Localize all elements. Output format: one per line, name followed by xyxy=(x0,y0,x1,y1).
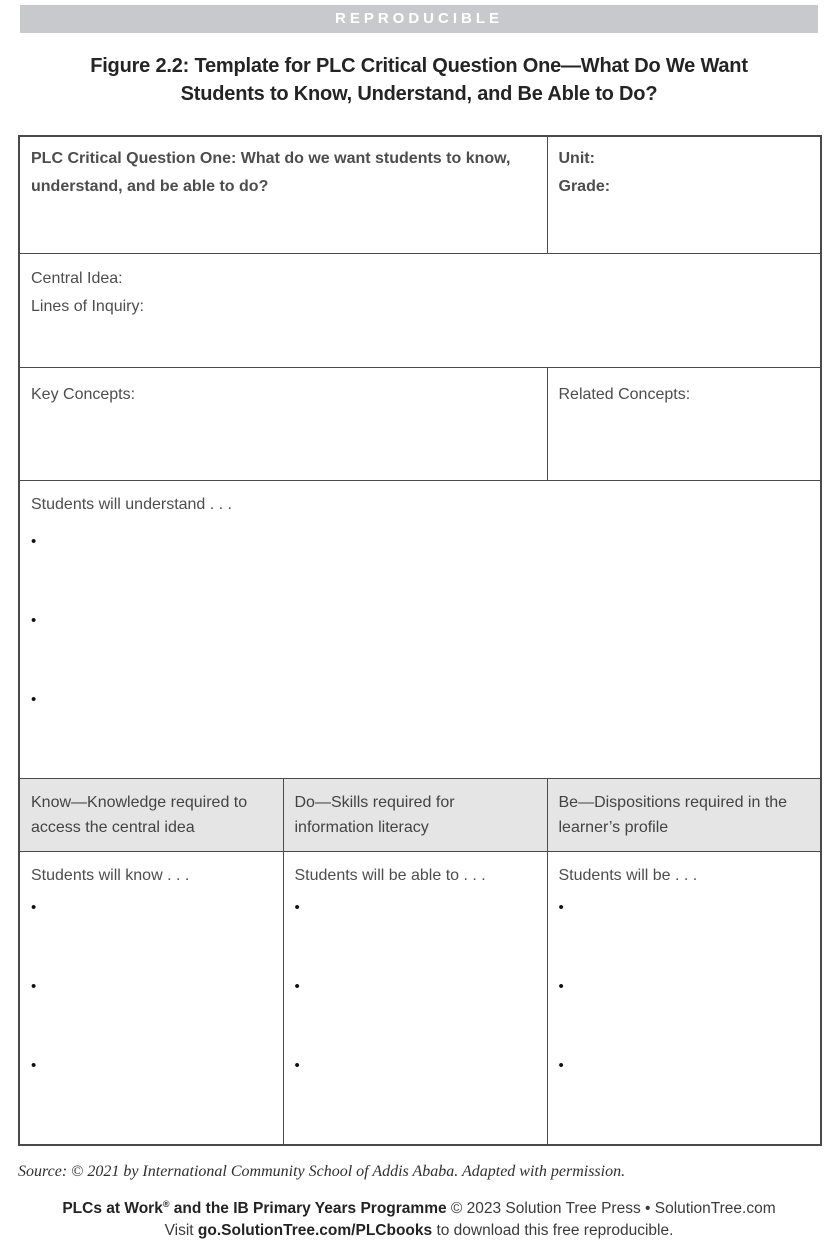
book-title-continued: and the IB Primary Years Programme xyxy=(169,1199,447,1217)
bullet-point: • xyxy=(31,1056,37,1074)
understand-cell xyxy=(19,480,821,778)
reproducible-banner: REPRODUCIBLE xyxy=(20,5,818,33)
be-header: Be—Dispositions required in the learner’s profile xyxy=(558,793,788,836)
bullet-point: • xyxy=(294,1056,300,1074)
plc-question-text: PLC Critical Question One: What do we want students to know, understand, and be able to do? xyxy=(31,150,511,195)
do-heading: Students will be able to . . . xyxy=(294,866,486,884)
bullet-point: • xyxy=(558,1056,564,1074)
source-attribution: Source: © 2021 by International Community School of Addis Ababa. Adapted with permission. xyxy=(18,1162,626,1180)
know-header: Know—Knowledge required to access the central idea xyxy=(31,793,248,836)
lines-of-inquiry-label: Lines of Inquiry: xyxy=(31,297,144,315)
plc-question-cell xyxy=(19,136,547,253)
row-concepts xyxy=(19,367,821,480)
be-heading: Students will be . . . xyxy=(558,866,698,884)
bullet-point: • xyxy=(294,977,300,995)
footer-line-1 xyxy=(0,1198,838,1220)
page-footer xyxy=(0,1198,838,1242)
know-header-cell xyxy=(19,778,283,851)
grade-label: Grade: xyxy=(558,178,611,195)
related-concepts-label: Related Concepts: xyxy=(558,385,691,403)
understand-heading: Students will understand . . . xyxy=(31,495,232,513)
do-header: Do—Skills required for information literacy xyxy=(294,793,455,836)
row-column-headers xyxy=(19,778,821,851)
download-text: to download this free reproducible. xyxy=(432,1221,674,1239)
copyright-text: © 2023 Solution Tree Press • xyxy=(446,1199,655,1217)
row-question-unit xyxy=(19,136,821,253)
visit-text: Visit xyxy=(164,1221,198,1239)
bullet-point: • xyxy=(31,690,37,708)
central-idea-label: Central Idea: xyxy=(31,269,123,287)
bullet-point: • xyxy=(31,532,37,550)
do-cell xyxy=(283,851,547,1145)
row-know-do-be xyxy=(19,851,821,1145)
row-central-idea xyxy=(19,253,821,367)
key-concepts-cell xyxy=(19,367,547,480)
key-concepts-label: Key Concepts: xyxy=(31,385,136,403)
bullet-point: • xyxy=(558,898,564,916)
be-cell xyxy=(547,851,821,1145)
be-header-cell xyxy=(547,778,821,851)
unit-grade-cell xyxy=(547,136,821,253)
know-cell xyxy=(19,851,283,1145)
central-idea-cell xyxy=(19,253,821,367)
bullet-point: • xyxy=(31,611,37,629)
solutiontree-site-link[interactable]: SolutionTree.com xyxy=(654,1199,776,1217)
know-heading: Students will know . . . xyxy=(31,866,190,884)
related-concepts-cell xyxy=(547,367,821,480)
plc-template-table xyxy=(18,135,822,1146)
registered-mark: ® xyxy=(162,1198,170,1209)
figure-title: Figure 2.2: Template for PLC Critical Question One—What Do We Want Students to Know, Understand, and Be Able to Do? xyxy=(90,55,748,105)
bullet-point: • xyxy=(294,898,300,916)
bullet-point: • xyxy=(31,977,37,995)
unit-label: Unit: xyxy=(558,150,595,167)
bullet-point: • xyxy=(558,977,564,995)
do-header-cell xyxy=(283,778,547,851)
book-title: PLCs at Work xyxy=(62,1199,163,1217)
bullet-point: • xyxy=(31,898,37,916)
plcbooks-link[interactable]: go.SolutionTree.com/PLCbooks xyxy=(197,1221,433,1239)
footer-line-2 xyxy=(0,1220,838,1242)
row-understand xyxy=(19,480,821,778)
